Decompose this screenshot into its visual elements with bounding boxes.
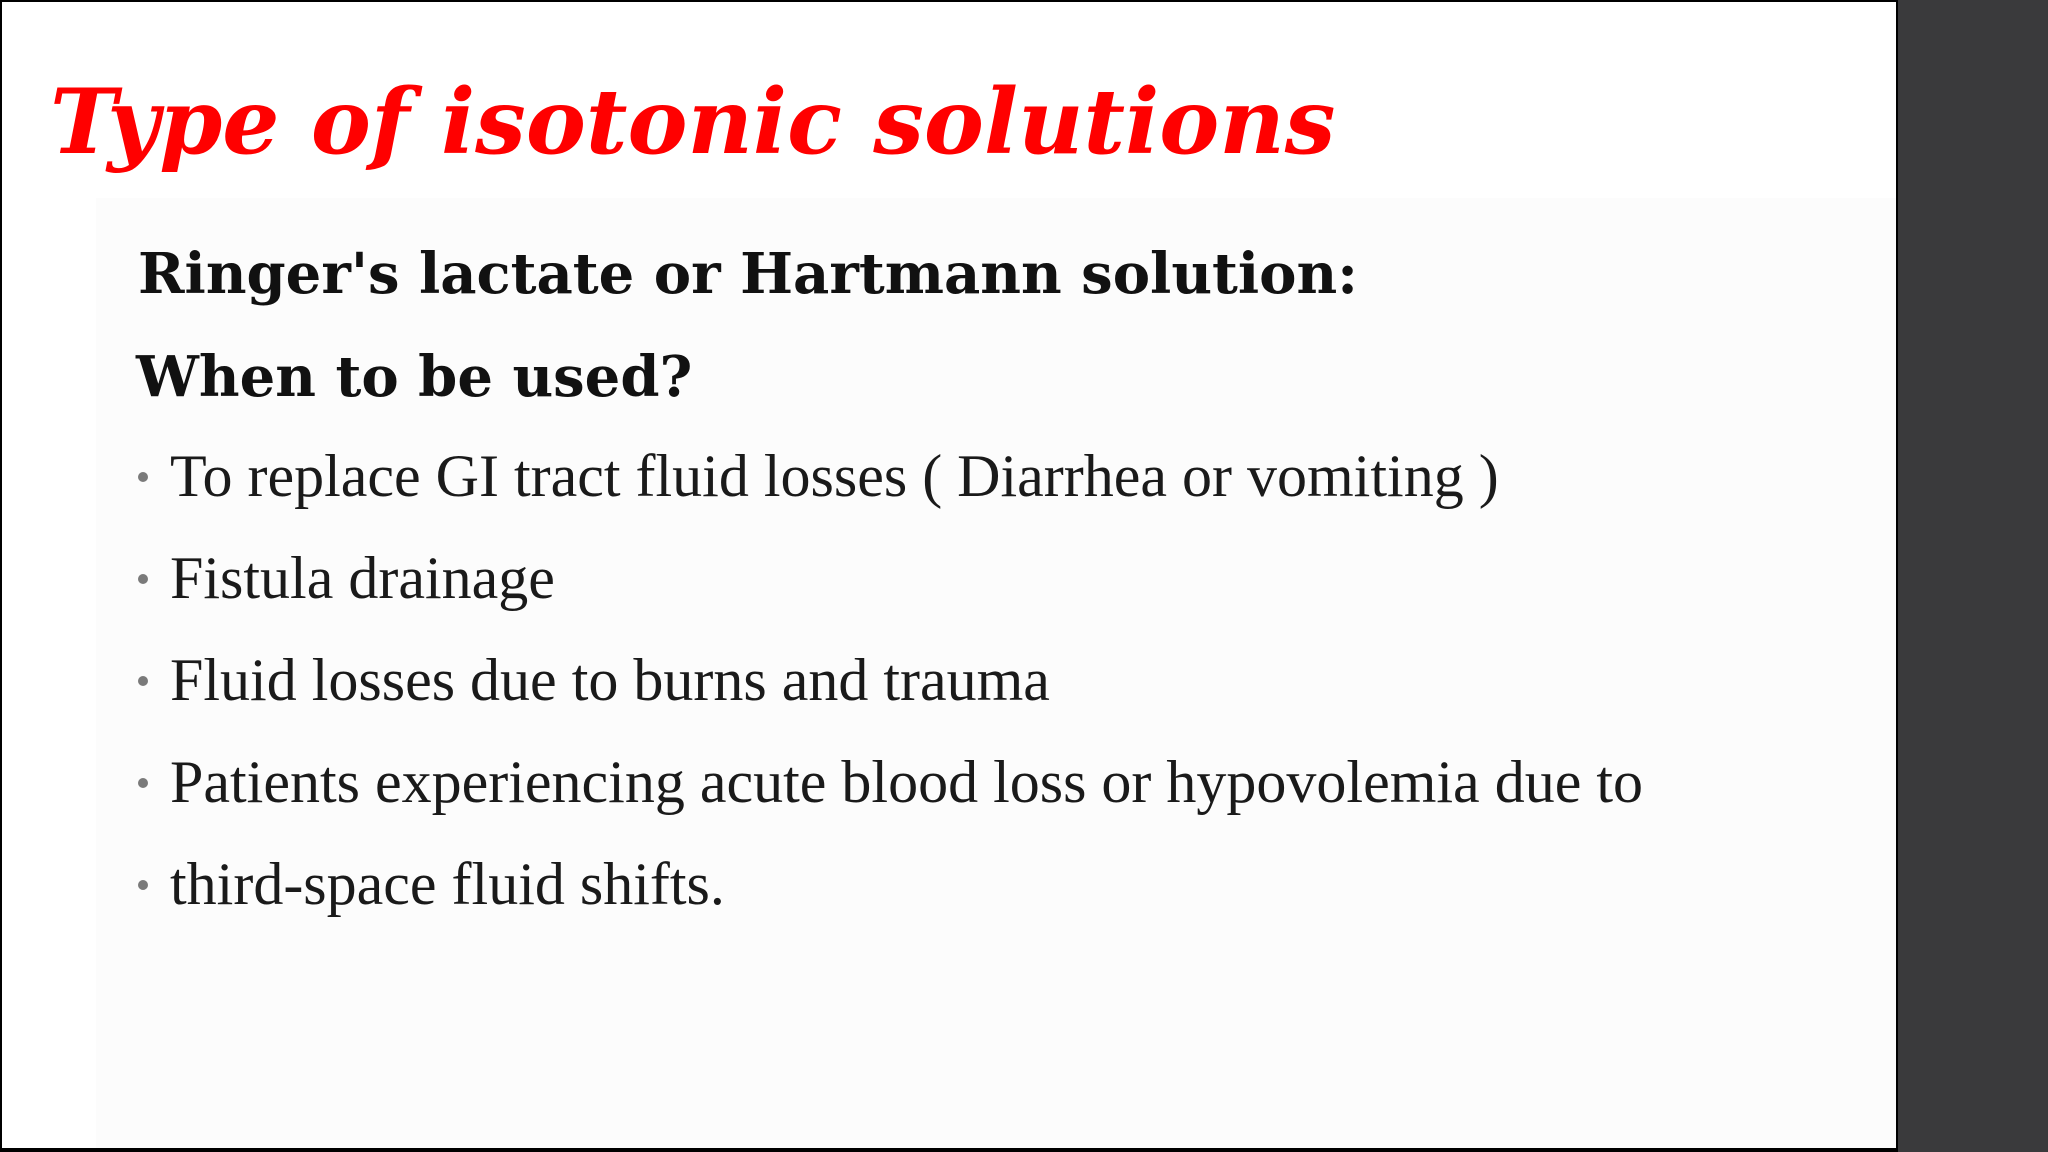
list-item-text: To replace GI tract fluid losses ( Diarrhea or vomiting ) bbox=[170, 443, 1499, 509]
indication-list bbox=[134, 442, 1734, 952]
list-item bbox=[134, 442, 1734, 510]
list-item-text: Fluid losses due to burns and trauma bbox=[170, 647, 1050, 713]
usage-question: When to be used? bbox=[136, 344, 693, 410]
bullet-dot-icon bbox=[138, 676, 148, 686]
bullet-dot-icon bbox=[138, 778, 148, 788]
list-item-text: Patients experiencing acute blood loss or hypovolemia due to bbox=[170, 749, 1643, 815]
slide bbox=[2, 2, 1896, 1148]
list-item bbox=[134, 646, 1734, 714]
bullet-dot-icon bbox=[138, 880, 148, 890]
list-item-text: third-space fluid shifts. bbox=[170, 851, 725, 917]
bullet-dot-icon bbox=[138, 472, 148, 482]
bullet-dot-icon bbox=[138, 574, 148, 584]
list-item bbox=[134, 544, 1734, 612]
slide-title: Type of isotonic solutions bbox=[50, 69, 1336, 175]
list-item-text: Fistula drainage bbox=[170, 545, 555, 611]
solution-heading: Ringer's lactate or Hartmann solution: bbox=[138, 241, 1358, 307]
side-panel bbox=[1898, 0, 2048, 1152]
list-item bbox=[134, 850, 1734, 918]
list-item bbox=[134, 748, 1730, 816]
